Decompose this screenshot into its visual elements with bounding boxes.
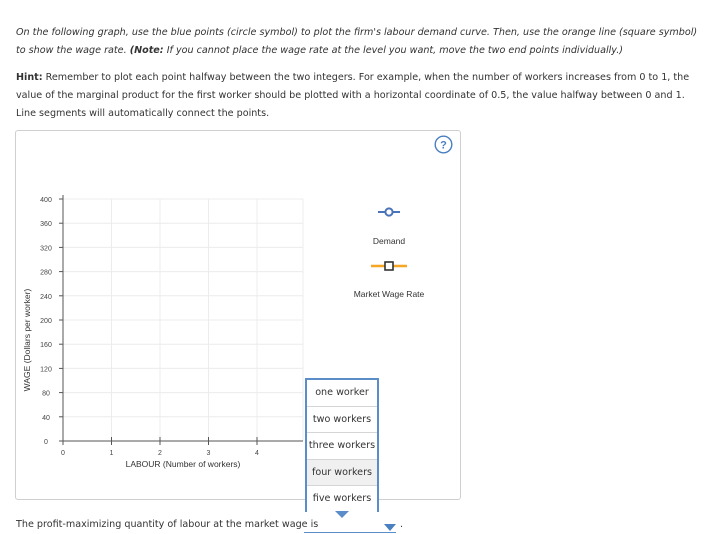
y-tick-label: 40 xyxy=(42,414,50,422)
dropdown-option[interactable]: three workers xyxy=(307,433,377,460)
x-tick-labels xyxy=(61,450,259,457)
answer-prompt: The profit-maximizing quantity of labour at the market wage is xyxy=(16,519,319,530)
x-tick-label: 1 xyxy=(109,450,114,457)
y-tick-label: 160 xyxy=(40,342,52,350)
x-tick-label: 4 xyxy=(255,450,259,457)
x-axis-label: LABOUR (Number of workers) xyxy=(125,459,241,469)
y-tick-label: 80 xyxy=(42,390,50,398)
y-tick-label: 200 xyxy=(40,318,52,325)
y-tick-label: 240 xyxy=(40,293,52,301)
svg-text:?: ? xyxy=(440,139,447,152)
y-tick-label: 400 xyxy=(40,197,52,204)
note-text: If you cannot place the wage rate at the level you want, move the two end points individually.) xyxy=(166,45,624,56)
wage-square-icon xyxy=(385,262,393,270)
question-circle-icon[interactable] xyxy=(434,135,453,154)
hint-label: Hint: xyxy=(16,72,43,83)
legend-market-wage[interactable] xyxy=(371,262,407,270)
y-tick-label: 120 xyxy=(40,366,52,374)
dropdown-option[interactable]: four workers xyxy=(307,460,377,487)
dropdown-option[interactable]: two workers xyxy=(307,407,377,434)
demand-circle-icon xyxy=(385,208,392,215)
legend-wage-label: Market Wage Rate xyxy=(353,289,425,299)
y-tick-labels xyxy=(40,197,52,446)
y-tick-label: 320 xyxy=(40,245,52,253)
dropdown-option[interactable]: one worker xyxy=(307,380,377,407)
y-tick-label: 0 xyxy=(44,439,48,446)
x-tick-label: 2 xyxy=(158,450,162,457)
y-tick-label: 280 xyxy=(40,269,52,277)
dropdown-option[interactable]: five workers xyxy=(307,486,377,513)
x-tick-label: 3 xyxy=(206,450,211,457)
y-tick-label: 360 xyxy=(40,221,52,229)
labour-dropdown-menu[interactable] xyxy=(305,378,379,512)
dropdown-pointer xyxy=(335,511,349,518)
y-axis-label: WAGE (Dollars per worker) xyxy=(22,288,32,392)
instructions-main: On the following graph, use the blue points (circle symbol) to plot the firm's labour demand curve. Then, use the orange line (square symbol) to show the wage rate. xyxy=(16,27,698,56)
x-tick-label: 0 xyxy=(61,450,65,457)
note-label: (Note: xyxy=(129,45,164,56)
answer-period: . xyxy=(400,519,404,530)
legend-demand[interactable] xyxy=(378,208,400,215)
caret-down-icon[interactable] xyxy=(384,524,396,531)
labour-quantity-select[interactable] xyxy=(304,519,396,533)
legend-demand-label: Demand xyxy=(372,236,406,246)
gridlines xyxy=(63,199,303,441)
hint-body: Remember to plot each point halfway between the two integers. For example, when the number of workers increases from 0 to 1, the value of the marginal product for the first worker should be plotted with a horizontal coordinate of 0.5, the value halfway between 0 and 1. Line segments will automatically connect the points. xyxy=(16,72,690,119)
